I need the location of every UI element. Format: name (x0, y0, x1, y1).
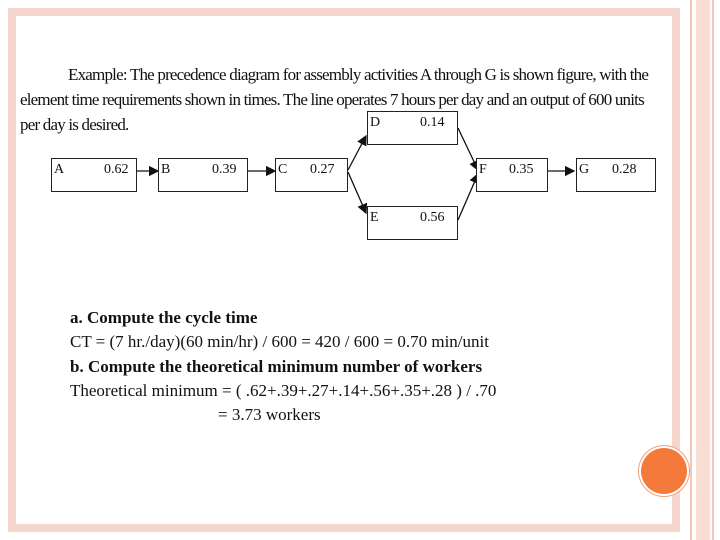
node-time: 0.39 (212, 162, 237, 177)
node-d (367, 111, 458, 145)
intro-line-3: per day is desired. (20, 115, 129, 134)
arrow-c-d (348, 136, 366, 170)
node-label: A (54, 162, 65, 177)
theoretical-minimum-formula: Theoretical minimum = ( .62+.39+.27+.14+.56+.35+.28 ) / .70 (70, 381, 497, 400)
arrow-d-f (458, 128, 478, 170)
node-label: G (579, 162, 590, 177)
node-c (275, 158, 348, 192)
node-label: D (370, 115, 381, 130)
intro-line-2: element time requirements shown in times. The line operates 7 hours per day and an output of 600 units (20, 90, 644, 109)
part-b-section (70, 355, 670, 427)
node-time: 0.56 (420, 210, 445, 225)
part-a-heading: a. Compute the cycle time (70, 308, 258, 327)
node-time: 0.62 (104, 162, 129, 177)
node-label: C (278, 162, 288, 177)
node-g (576, 158, 656, 192)
node-time: 0.28 (612, 162, 637, 177)
node-e (367, 206, 458, 240)
node-time: 0.27 (310, 162, 335, 177)
node-label: E (370, 210, 379, 225)
node-label: F (479, 162, 487, 177)
part-b-heading: b. Compute the theoretical minimum number of workers (70, 357, 483, 376)
theoretical-minimum-result: = 3.73 workers (218, 405, 321, 424)
node-label: B (161, 162, 171, 177)
arrow-c-e (348, 172, 366, 213)
node-f (476, 158, 548, 192)
node-time: 0.14 (420, 115, 445, 130)
part-a-section (70, 306, 670, 354)
node-a (51, 158, 137, 192)
arrow-e-f (458, 174, 478, 220)
node-b (158, 158, 248, 192)
intro-line-1: Example: The precedence diagram for assembly activities A through G is shown figure, with the (68, 65, 649, 84)
node-time: 0.35 (509, 162, 534, 177)
cycle-time-formula: CT = (7 hr./day)(60 min/hr) / 600 = 420 / 600 = 0.70 min/unit (70, 332, 489, 351)
